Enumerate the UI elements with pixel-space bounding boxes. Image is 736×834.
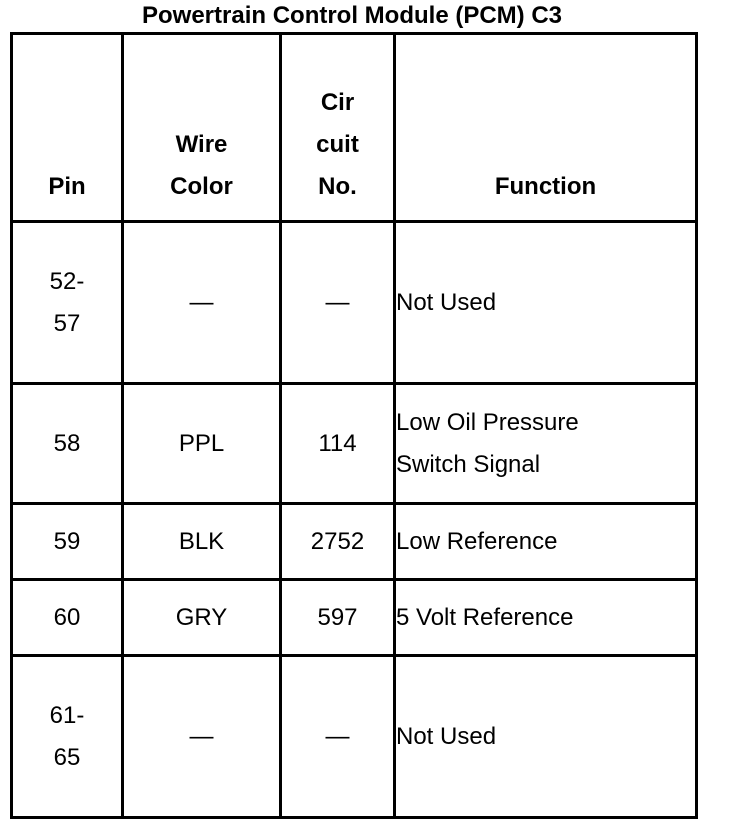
pin-line1: 52- xyxy=(49,267,85,295)
pin-cell xyxy=(12,222,123,384)
function-cell xyxy=(395,580,697,656)
pin-line1: 59 xyxy=(53,527,81,555)
function-line1: Low Reference xyxy=(396,527,558,555)
function-cell xyxy=(395,222,697,384)
header-pin-label: Pin xyxy=(48,173,86,200)
function-line1: Not Used xyxy=(396,288,497,316)
function-cell xyxy=(395,384,697,504)
function-line1: Not Used xyxy=(396,722,497,750)
wire-color-cell: — xyxy=(123,656,281,818)
header-circuit-line1: Cir xyxy=(320,89,355,116)
pin-cell xyxy=(12,580,123,656)
header-circuit-line3: No. xyxy=(318,173,357,200)
header-wire-color-line2: Color xyxy=(170,173,233,200)
header-wire-color-line1: Wire xyxy=(175,131,228,158)
pin-line1: 58 xyxy=(53,429,81,457)
header-pin xyxy=(12,34,123,222)
wire-color-cell: PPL xyxy=(123,384,281,504)
table-row xyxy=(12,504,697,580)
function-line1: 5 Volt Reference xyxy=(396,603,574,631)
circuit-cell: 114 xyxy=(281,384,395,504)
pin-line1: 60 xyxy=(53,603,81,631)
wire-color-cell: — xyxy=(123,222,281,384)
header-wire-color xyxy=(123,34,281,222)
pin-line2: 65 xyxy=(53,743,81,771)
function-line1: Low Oil Pressure xyxy=(396,408,579,436)
pin-line2: 57 xyxy=(53,309,81,337)
header-row xyxy=(12,34,697,222)
circuit-cell: — xyxy=(281,656,395,818)
pin-cell xyxy=(12,504,123,580)
header-function xyxy=(395,34,697,222)
table-row xyxy=(12,656,697,818)
table-row xyxy=(12,222,697,384)
function-cell xyxy=(395,656,697,818)
pin-cell xyxy=(12,656,123,818)
header-circuit-no xyxy=(281,34,395,222)
wire-color-cell: BLK xyxy=(123,504,281,580)
header-circuit-line2: cuit xyxy=(316,131,359,158)
pin-cell xyxy=(12,384,123,504)
pin-line1: 61- xyxy=(49,701,85,729)
document-title: Powertrain Control Module (PCM) C3 xyxy=(142,2,562,29)
function-cell xyxy=(395,504,697,580)
wire-color-cell: GRY xyxy=(123,580,281,656)
circuit-cell: 597 xyxy=(281,580,395,656)
circuit-cell: 2752 xyxy=(281,504,395,580)
pinout-table xyxy=(10,32,698,819)
table-row xyxy=(12,580,697,656)
header-function-label: Function xyxy=(494,173,597,200)
circuit-cell: — xyxy=(281,222,395,384)
table-row xyxy=(12,384,697,504)
function-line2: Switch Signal xyxy=(396,450,541,478)
